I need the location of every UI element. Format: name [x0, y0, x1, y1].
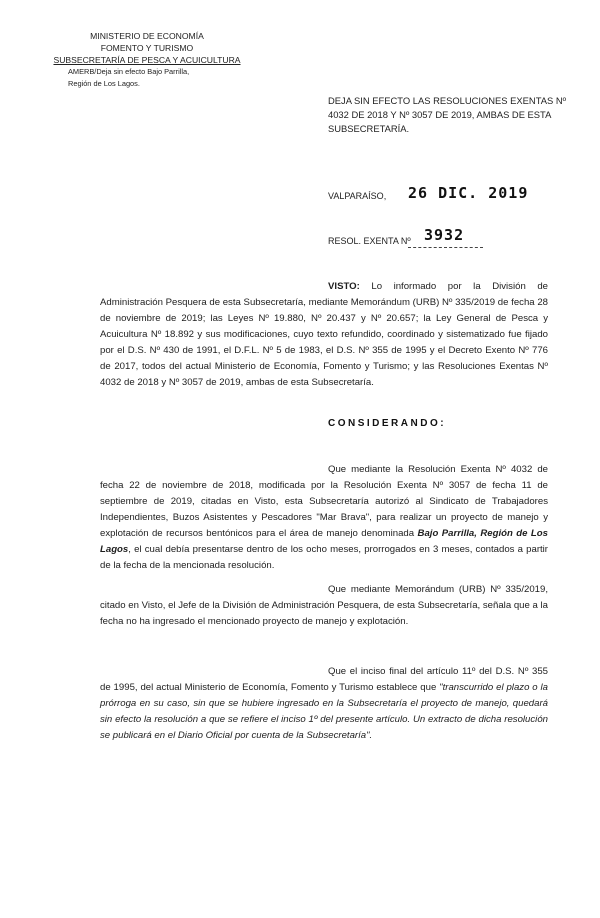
- issue-date: 26 DIC. 2019: [408, 184, 529, 202]
- place-label: VALPARAÍSO,: [328, 191, 387, 201]
- considerando-paragraph-3: [100, 664, 548, 744]
- reference-line: AMERB/Deja sin efecto Bajo Parrilla,: [68, 67, 190, 76]
- document-subject: DEJA SIN EFECTO LAS RESOLUCIONES EXENTAS Nº 4032 DE 2018 Y Nº 3057 DE 2019, AMBAS DE ESTA SUBSECRETARÍA.: [328, 95, 567, 134]
- p1-area-name: Bajo Parrilla, Región de Los Lagos: [100, 528, 548, 555]
- visto-label: VISTO:: [328, 281, 360, 292]
- p3-text-a: Que el inciso final del artículo 11º del D.S. Nº 355 de 1995, del actual Ministerio de Economía, Fomento y Turismo establece que: [100, 666, 548, 693]
- resolution-label: RESOL. EXENTA Nº: [328, 236, 411, 246]
- ministry-name: MINISTERIO DE ECONOMÍA: [90, 31, 204, 41]
- visto-text: Lo informado por la División de Administración Pesquera de esta Subsecretaría, mediante Memorándum (URB) Nº 335/2019 de fecha 28 de noviembre de 2019; las Leyes Nº 19.880, Nº 20.437 y Nº 20.657; la Ley General de Pesca y Acuicultura Nº 18.892 y sus modificaciones, cuyo texto refundido, coordinado y sistematizado fue fijado por el D.S. Nº 430 de 1991, el D.F.L. Nº 5 de 1983, el D.S. Nº 355 de 1995 y el Decreto Exento Nº 776 de 2017, todos del actual Ministerio de Economía, Fomento y Turismo; y las Resoluciones Exentas Nº 4032 de 2018 y Nº 3057 de 2019, ambas de esta Subsecretaría.: [100, 281, 548, 388]
- institution-header: [52, 30, 242, 90]
- p3-quote: "transcurrido el plazo o la prórroga en su caso, sin que se hubiere ingresado en la Subsecretaría el proyecto de manejo, quedará sin efecto la resolución a que se refiere el inciso 1º del presente artículo. Un extracto de dicha resolución se publicará en el Diario Oficial por cuenta de la Subsecretaría".: [100, 682, 548, 741]
- subsecretariat-name: SUBSECRETARÍA DE PESCA Y ACUICULTURA: [53, 55, 241, 65]
- resolution-number: 3932: [424, 226, 465, 244]
- considerando-paragraph-2: Que mediante Memorándum (URB) Nº 335/2019, citado en Visto, el Jefe de la División de Administración Pesquera, de esta Subsecretaría, señala que a la fecha no ha ingresado el mencionado proyecto de manejo y explotación.: [100, 584, 548, 627]
- p1-text-c: , el cual debía presentarse dentro de los ocho meses, prorrogados en 3 meses, contados a partir de la fecha de la mencionada resolución.: [100, 544, 548, 571]
- region-line: Región de Los Lagos.: [68, 79, 140, 88]
- considerando-paragraph-1: [100, 462, 548, 574]
- visto-paragraph: [100, 279, 548, 391]
- considerando-heading: CONSIDERANDO:: [328, 418, 447, 429]
- resolution-number-line: [408, 247, 483, 248]
- ministry-subname: FOMENTO Y TURISMO: [100, 43, 194, 53]
- p1-text-a: Que mediante la Resolución Exenta Nº 4032 de fecha 22 de noviembre de 2018, modificada por la Resolución Exenta Nº 3057 de fecha 11 de septiembre de 2019, citadas en Visto, esta Subsecretaría autorizó al Sindicato de Trabajadores Independientes, Buzos Asistentes y Pescadores "Mar Brava", para realizar un proyecto de manejo y explotación de recursos bentónicos para el área de manejo denominada: [100, 464, 548, 539]
